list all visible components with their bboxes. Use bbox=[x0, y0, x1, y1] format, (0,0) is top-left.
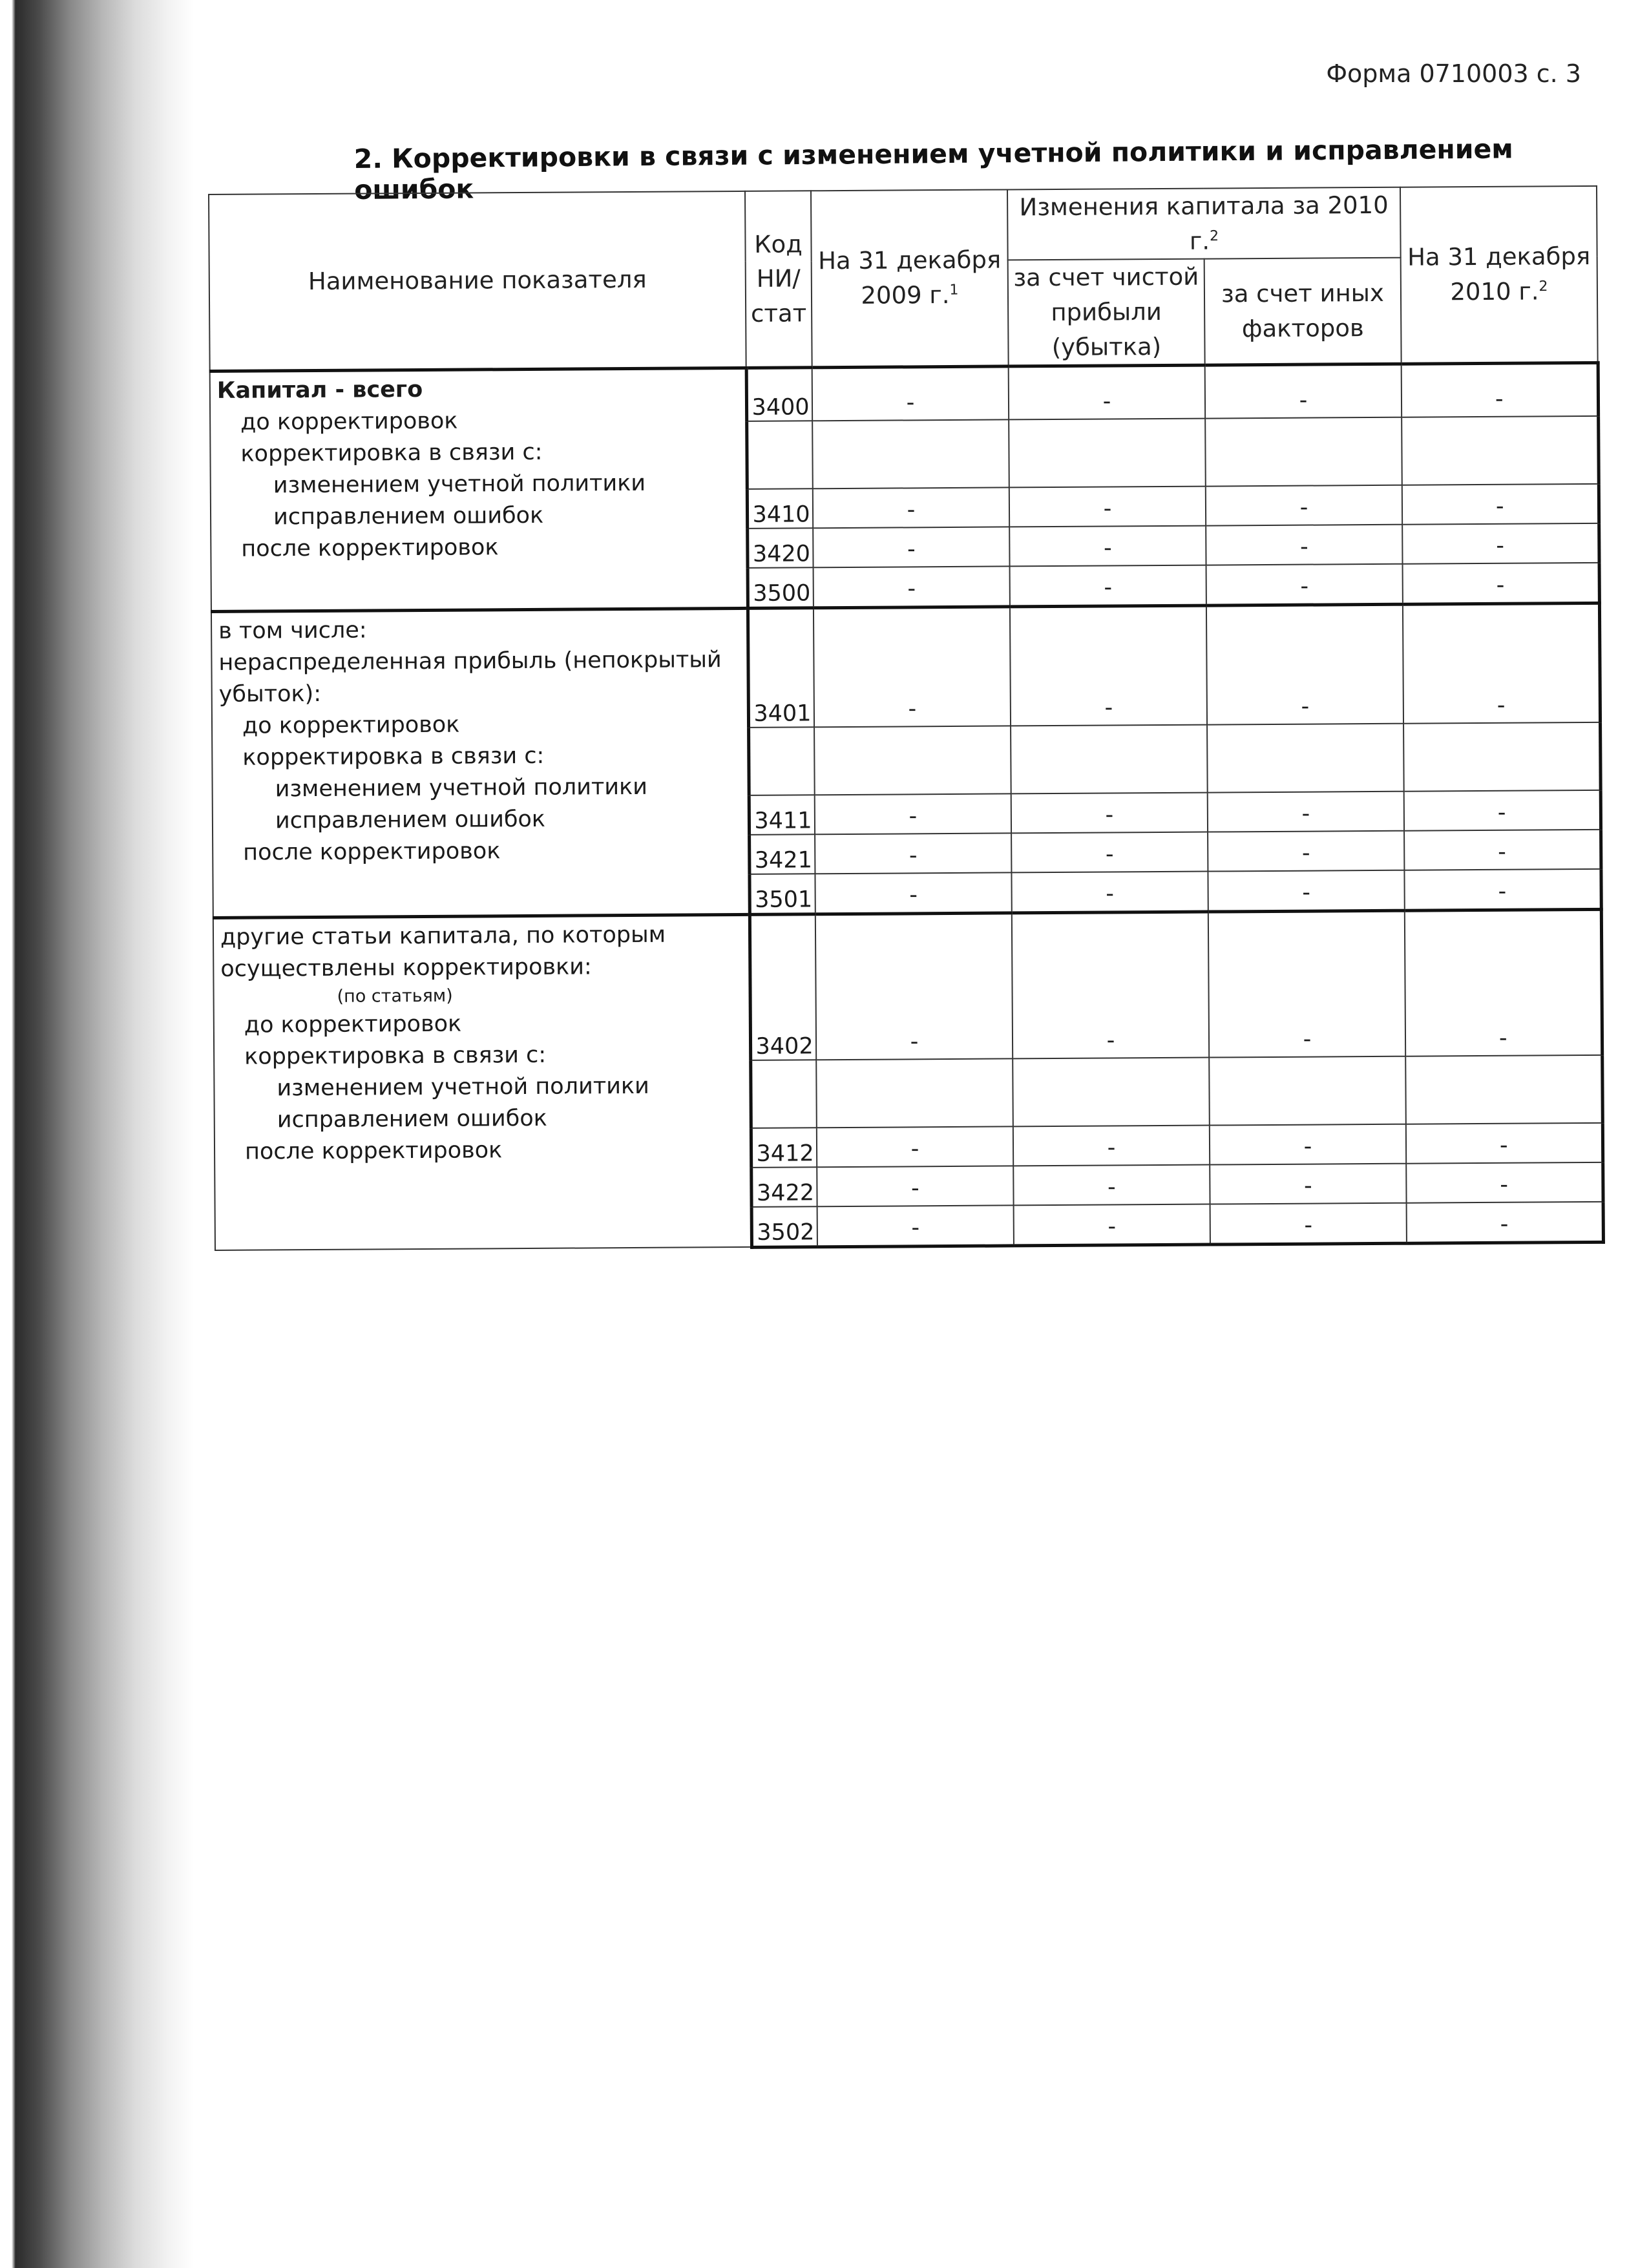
group-heading-line: Капитал - всего bbox=[216, 377, 423, 404]
row-group-labels bbox=[213, 915, 751, 1251]
row-label: корректировка в связи с: bbox=[244, 1042, 547, 1070]
value-cell: - bbox=[1402, 363, 1598, 417]
value-cell: - bbox=[1010, 605, 1207, 726]
value-cell: - bbox=[815, 913, 1013, 1060]
value-cell: - bbox=[1013, 1125, 1210, 1166]
row-label: изменением учетной политики bbox=[275, 773, 648, 803]
row-code: 3421 bbox=[749, 834, 815, 874]
row-label: до корректировок bbox=[240, 408, 458, 436]
value-cell bbox=[1205, 417, 1402, 486]
row-label: после корректировок bbox=[241, 534, 499, 562]
row-code: 3400 bbox=[746, 368, 812, 421]
value-cell bbox=[1207, 724, 1404, 793]
value-cell: - bbox=[812, 366, 1009, 421]
value-cell: - bbox=[1010, 565, 1206, 606]
row-code bbox=[748, 727, 815, 795]
value-cell: - bbox=[1404, 869, 1601, 910]
value-cell bbox=[1209, 1056, 1406, 1125]
value-cell: - bbox=[1012, 912, 1209, 1058]
scan-binding-shadow bbox=[0, 0, 194, 2268]
value-cell: - bbox=[1403, 603, 1600, 724]
row-label: исправлением ошибок bbox=[277, 1105, 547, 1133]
value-cell: - bbox=[814, 607, 1011, 728]
column-header-code: Код НИ/ стат bbox=[745, 191, 812, 368]
value-cell: - bbox=[1014, 1204, 1210, 1245]
value-cell: - bbox=[1404, 790, 1601, 831]
footnote-marker: 1 bbox=[949, 282, 959, 299]
value-cell: - bbox=[1205, 364, 1402, 418]
value-cell: - bbox=[1402, 523, 1599, 564]
column-header-net-profit: за счет чистой прибыли (убытка) bbox=[1008, 259, 1205, 366]
row-code: 3501 bbox=[749, 874, 815, 914]
value-cell: - bbox=[1402, 484, 1599, 525]
value-cell bbox=[1405, 1055, 1602, 1124]
value-cell: - bbox=[1403, 563, 1599, 604]
row-label: корректировка в связи с: bbox=[240, 439, 543, 467]
section-title: 2. Корректировки в связи с изменением учетной политики и исправлением ошибок bbox=[353, 133, 1514, 205]
value-cell: - bbox=[1406, 1123, 1602, 1164]
value-cell: - bbox=[1206, 485, 1402, 525]
column-header-end: На 31 декабря 2010 г.$^2$ bbox=[1400, 186, 1598, 364]
row-code: 3500 bbox=[748, 567, 814, 608]
row-code: 3502 bbox=[751, 1206, 817, 1247]
value-cell: - bbox=[1208, 910, 1405, 1057]
value-cell bbox=[1402, 416, 1599, 485]
form-page-reference: Форма 0710003 с. 3 bbox=[1326, 59, 1581, 88]
value-cell: - bbox=[814, 566, 1010, 607]
value-cell: - bbox=[1210, 1202, 1407, 1244]
value-cell: - bbox=[815, 794, 1011, 835]
row-code: 3401 bbox=[748, 607, 814, 728]
row-group-labels bbox=[211, 608, 750, 918]
table-row bbox=[210, 363, 1598, 425]
group-heading-line: другие статьи капитала, по которым bbox=[220, 921, 666, 951]
row-code: 3402 bbox=[750, 914, 816, 1060]
value-cell: - bbox=[1406, 1162, 1602, 1203]
group-heading-line: убыток): bbox=[218, 680, 322, 708]
value-cell bbox=[812, 419, 1009, 488]
value-cell: - bbox=[1011, 832, 1208, 873]
value-cell: - bbox=[813, 487, 1009, 528]
row-group-labels bbox=[210, 368, 748, 612]
value-cell: - bbox=[815, 873, 1011, 914]
value-cell: - bbox=[1210, 1163, 1406, 1204]
row-label: после корректировок bbox=[243, 837, 501, 866]
column-header-other-factors: за счет иных факторов bbox=[1204, 258, 1402, 365]
table-header bbox=[209, 186, 1598, 372]
value-cell: - bbox=[1210, 1124, 1406, 1164]
row-code bbox=[750, 1060, 817, 1128]
value-cell: - bbox=[1206, 563, 1403, 605]
value-cell: - bbox=[1208, 870, 1404, 912]
row-code: 3411 bbox=[749, 795, 815, 835]
value-cell: - bbox=[1208, 831, 1404, 872]
table-row bbox=[213, 910, 1602, 1064]
row-code: 3422 bbox=[751, 1167, 817, 1207]
value-cell bbox=[1013, 1057, 1210, 1126]
column-header-changes: Изменения капитала за 2010 г.$^2$ bbox=[1007, 187, 1401, 260]
row-label: изменением учетной политики bbox=[273, 470, 646, 499]
group-heading-line: в том числе: bbox=[218, 617, 367, 644]
row-code bbox=[746, 421, 813, 489]
value-cell: - bbox=[1206, 524, 1402, 565]
value-cell bbox=[1009, 418, 1206, 487]
value-cell: - bbox=[1013, 1164, 1210, 1205]
value-cell: - bbox=[817, 1126, 1013, 1167]
footnote-marker: 2 bbox=[1209, 227, 1219, 244]
value-cell: - bbox=[1208, 792, 1404, 832]
value-cell: - bbox=[817, 1205, 1014, 1246]
value-cell: - bbox=[815, 834, 1011, 874]
value-cell: - bbox=[1405, 910, 1602, 1056]
row-label: исправлением ошибок bbox=[275, 806, 546, 834]
value-cell: - bbox=[817, 1166, 1013, 1206]
corrections-table bbox=[208, 185, 1604, 1252]
row-label: до корректировок bbox=[242, 711, 460, 739]
value-cell: - bbox=[1206, 604, 1403, 725]
value-cell: - bbox=[1011, 793, 1208, 834]
row-code: 3412 bbox=[751, 1128, 817, 1168]
column-header-name: Наименование показателя bbox=[209, 191, 746, 372]
value-cell: - bbox=[1009, 486, 1206, 527]
footnote-marker: 2 bbox=[1539, 278, 1548, 295]
row-label: исправлением ошибок bbox=[273, 503, 544, 530]
value-cell: - bbox=[813, 527, 1009, 567]
row-label: корректировка в связи с: bbox=[242, 742, 545, 771]
value-cell: - bbox=[1404, 830, 1601, 870]
table-row bbox=[211, 603, 1600, 731]
value-cell bbox=[814, 726, 1011, 795]
value-cell: - bbox=[1009, 365, 1205, 419]
group-heading-line: (по статьям) bbox=[337, 985, 453, 1007]
value-cell bbox=[816, 1058, 1013, 1128]
table-body bbox=[210, 363, 1603, 1251]
value-cell: - bbox=[1407, 1202, 1603, 1243]
row-label: после корректировок bbox=[244, 1137, 503, 1165]
value-cell: - bbox=[1009, 525, 1206, 566]
group-heading-line: нераспределенная прибыль (непокрытый bbox=[218, 646, 722, 676]
row-code: 3410 bbox=[747, 488, 813, 529]
group-heading-line: осуществлены корректировки: bbox=[220, 954, 592, 983]
row-label: изменением учетной политики bbox=[277, 1073, 649, 1102]
value-cell bbox=[1403, 722, 1601, 792]
row-code: 3420 bbox=[747, 528, 813, 568]
row-label: до корректировок bbox=[244, 1011, 462, 1038]
value-cell: - bbox=[1011, 872, 1208, 913]
value-cell bbox=[1011, 725, 1208, 794]
column-header-start: На 31 декабря 2009 г.$^1$ bbox=[811, 189, 1009, 368]
